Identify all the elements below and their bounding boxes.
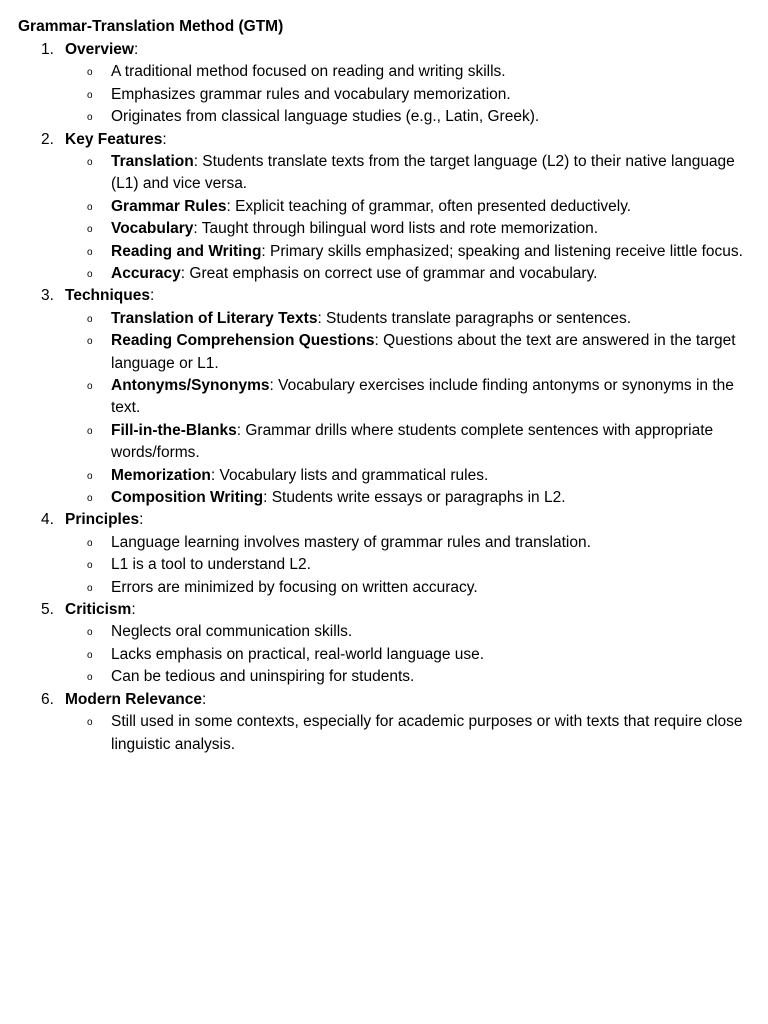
item-term: Antonyms/Synonyms	[111, 377, 270, 395]
bullet-circle-icon: o	[87, 157, 93, 168]
bullet-circle-icon: o	[87, 89, 93, 101]
section-title-text: Criticism	[65, 601, 132, 619]
list-item	[0, 308, 768, 330]
item-term: Grammar Rules	[111, 197, 227, 215]
section-title	[65, 129, 167, 151]
section-6	[0, 689, 768, 756]
section-title-colon: :	[139, 511, 144, 529]
item-term: Fill-in-the-Blanks	[111, 421, 237, 439]
section-number: 5.	[41, 601, 54, 619]
document-title: Grammar-Translation Method (GTM)	[18, 18, 284, 35]
item-text: : Vocabulary exercises include finding antonyms or synonyms in the text.	[111, 377, 734, 417]
list-item	[0, 218, 768, 240]
section-heading	[0, 129, 768, 151]
section-title-colon: :	[162, 130, 167, 148]
bullet-circle-icon: o	[87, 67, 93, 79]
item-term: Reading Comprehension Questions	[111, 332, 375, 350]
section-title-text: Key Features	[65, 130, 163, 148]
section-4	[0, 509, 768, 599]
list-item	[0, 487, 768, 509]
bullet-circle-icon: o	[87, 470, 93, 482]
section-title-colon: :	[131, 601, 136, 619]
list-item	[0, 621, 768, 643]
list-item	[0, 330, 768, 375]
bullet-circle-icon: o	[87, 201, 93, 213]
item-text: : Great emphasis on correct use of grammar and vocabulary.	[180, 265, 598, 283]
bullet-circle-icon: o	[87, 537, 93, 549]
item-text: : Vocabulary lists and grammatical rules.	[210, 466, 489, 484]
list-item	[0, 106, 768, 128]
section-title-text: Modern Relevance	[65, 690, 202, 708]
bullet-circle-icon: o	[87, 627, 93, 639]
section-title	[65, 285, 154, 307]
section-title	[65, 689, 206, 711]
list-item	[0, 263, 768, 285]
item-text: : Students translate paragraphs or sentences.	[317, 309, 632, 327]
section-heading	[0, 285, 768, 307]
section-number: 4.	[41, 511, 54, 529]
section-5	[0, 599, 768, 689]
list-item	[0, 151, 768, 196]
bullet-circle-icon: o	[87, 112, 93, 124]
section-number: 6.	[41, 690, 54, 708]
bullet-circle-icon: o	[87, 313, 93, 325]
bullet-circle-icon: o	[87, 717, 93, 729]
list-item	[0, 420, 768, 465]
item-text: Lacks emphasis on practical, real-world language use.	[111, 645, 485, 663]
list-item	[0, 465, 768, 487]
bullet-circle-icon: o	[87, 224, 93, 236]
bullet-circle-icon: o	[87, 582, 93, 594]
item-text: A traditional method focused on reading and writing skills.	[111, 63, 506, 81]
section-number: 1.	[41, 41, 54, 58]
bullet-circle-icon: o	[87, 336, 93, 348]
item-text: : Students write essays or paragraphs in L2.	[263, 489, 566, 507]
section-heading	[0, 689, 768, 711]
item-text: Emphasizes grammar rules and vocabulary memorization.	[111, 85, 511, 103]
section-heading	[0, 599, 768, 621]
bullet-circle-icon: o	[87, 381, 93, 393]
item-text: : Students translate texts from the target language (L2) to their native language (L1) and vice versa.	[111, 153, 735, 193]
item-text: : Explicit teaching of grammar, often presented deductively.	[226, 197, 632, 215]
list-item	[0, 61, 768, 83]
list-item	[0, 532, 768, 554]
item-term: Vocabulary	[111, 220, 194, 238]
list-item	[0, 554, 768, 576]
list-item	[0, 84, 768, 106]
item-text: Originates from classical language studies (e.g., Latin, Greek).	[111, 108, 540, 126]
section-title-text: Overview	[65, 41, 134, 58]
section-list	[0, 39, 768, 756]
section-title	[65, 39, 138, 61]
section-title-colon: :	[133, 41, 139, 58]
section-heading	[0, 39, 768, 61]
section-number: 3.	[41, 287, 54, 305]
section-2	[0, 129, 768, 286]
bullet-circle-icon: o	[87, 493, 93, 505]
section-title-text: Techniques	[65, 287, 150, 305]
item-term: Translation	[111, 153, 194, 170]
list-item	[0, 666, 768, 688]
item-text: Language learning involves mastery of grammar rules and translation.	[111, 533, 591, 551]
section-3	[0, 285, 768, 509]
list-item	[0, 644, 768, 666]
section-title-text: Principles	[65, 511, 140, 529]
item-term: Composition Writing	[111, 489, 264, 507]
section-1	[0, 39, 768, 129]
bullet-circle-icon: o	[87, 269, 93, 281]
bullet-circle-icon: o	[87, 560, 93, 572]
item-text: : Taught through bilingual word lists and rote memorization.	[193, 220, 599, 238]
bullet-circle-icon: o	[87, 425, 93, 437]
list-item	[0, 196, 768, 218]
section-title-colon: :	[149, 287, 155, 305]
item-term: Translation of Literary Texts	[111, 309, 318, 327]
list-item	[0, 241, 768, 263]
section-title	[65, 599, 136, 621]
item-term: Memorization	[111, 466, 211, 484]
item-text: : Questions about the text are answered in the target language or L1.	[111, 332, 736, 372]
section-title-colon: :	[201, 690, 207, 708]
item-text: Errors are minimized by focusing on written accuracy.	[111, 578, 478, 596]
list-item	[0, 375, 768, 420]
item-text: : Grammar drills where students complete sentences with appropriate words/forms.	[111, 421, 714, 462]
item-text: : Primary skills emphasized; speaking and listening receive little focus.	[261, 242, 743, 260]
item-term: Reading and Writing	[111, 242, 262, 260]
section-title	[65, 509, 143, 531]
bullet-circle-icon: o	[87, 672, 93, 684]
item-text: Still used in some contexts, especially for academic purposes or with texts that require close linguistic analysis.	[111, 713, 743, 753]
item-term: Accuracy	[111, 265, 181, 283]
item-text: Can be tedious and uninspiring for students.	[111, 668, 415, 686]
item-text: Neglects oral communication skills.	[111, 623, 353, 641]
item-text: L1 is a tool to understand L2.	[111, 556, 311, 574]
list-item	[0, 577, 768, 599]
section-heading	[0, 509, 768, 531]
list-item	[0, 711, 768, 756]
section-number: 2.	[41, 130, 54, 148]
bullet-circle-icon: o	[87, 246, 93, 258]
bullet-circle-icon: o	[87, 649, 93, 661]
